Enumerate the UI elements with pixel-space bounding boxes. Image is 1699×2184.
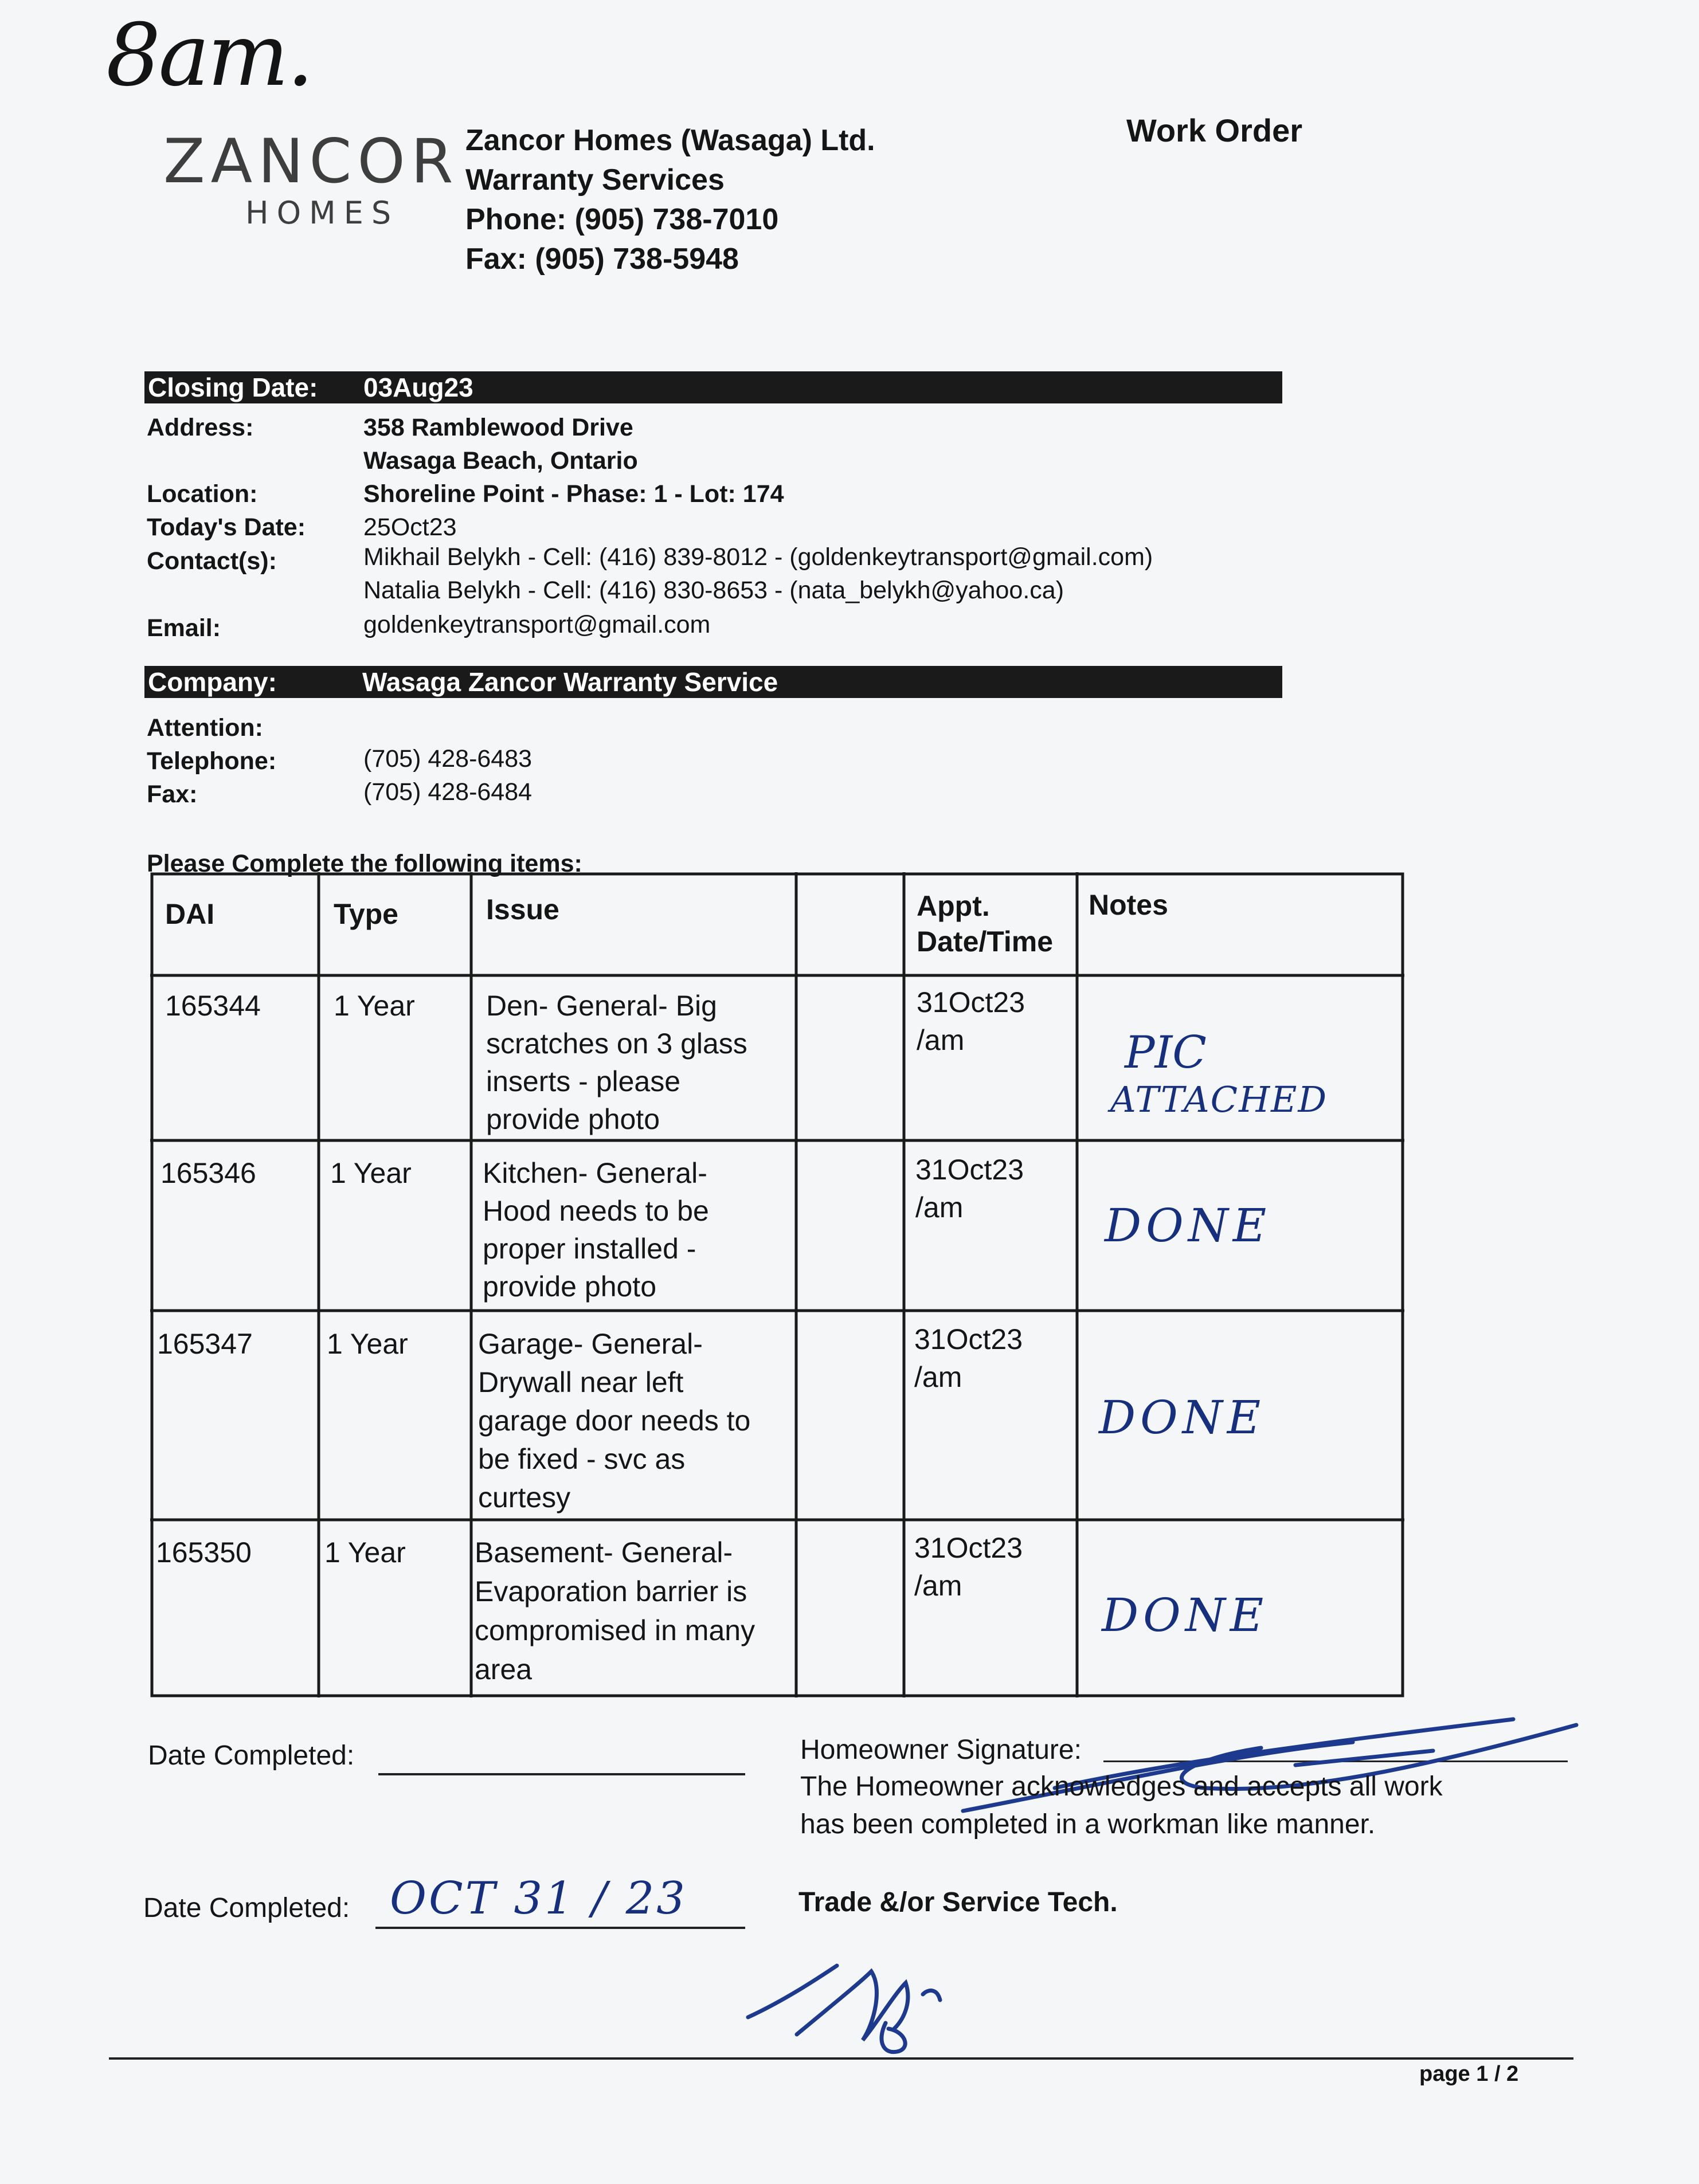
company-dept: Warranty Services — [465, 163, 725, 197]
location-label: Location: — [147, 480, 258, 508]
row4-appt-time: /am — [914, 1570, 962, 1602]
service-company-value: Wasaga Zancor Warranty Service — [362, 667, 778, 697]
row3-issue-line5: curtesy — [478, 1481, 571, 1513]
contacts-label: Contact(s): — [147, 547, 277, 575]
header-notes: Notes — [1089, 889, 1168, 921]
homeowner-signature — [940, 1691, 1588, 1828]
homeowner-signature-label: Homeowner Signature: — [800, 1735, 1082, 1765]
row4-issue-line3: compromised in many — [475, 1614, 755, 1646]
header-type: Type — [334, 898, 398, 930]
zancor-logo-word: ZANCOR — [163, 126, 459, 197]
row2-appt-time: /am — [915, 1191, 964, 1224]
header-appt-2: Date/Time — [917, 926, 1054, 958]
row4-dai: 165350 — [156, 1536, 252, 1569]
address-line1: 358 Ramblewood Drive — [363, 414, 633, 441]
handwritten-time-note: 8am. — [106, 6, 312, 105]
fax-value: (705) 428-6484 — [363, 778, 533, 806]
date-completed-line[interactable] — [378, 1773, 745, 1775]
row2-issue-line2: Hood needs to be — [483, 1195, 709, 1227]
closing-date-bar — [144, 371, 1282, 403]
date-completed2-line[interactable] — [375, 1927, 745, 1929]
footer-rule — [109, 2057, 1573, 2060]
row4-issue-line4: area — [475, 1653, 533, 1685]
email-value: goldenkeytransport@gmail.com — [363, 611, 711, 638]
row3-issue-line4: be fixed - svc as — [478, 1443, 686, 1475]
row1-note-line2: ATTACHED — [1110, 1079, 1328, 1120]
page-number: page 1 / 2 — [1419, 2062, 1519, 2086]
company-name: Zancor Homes (Wasaga) Ltd. — [465, 124, 875, 157]
attention-label: Attention: — [147, 714, 263, 742]
row1-issue-line3: inserts - please — [486, 1065, 681, 1097]
trade-service-tech-label: Trade &/or Service Tech. — [798, 1887, 1118, 1918]
todays-date-value: 25Oct23 — [363, 513, 457, 541]
address-label: Address: — [147, 414, 254, 441]
row1-dai: 165344 — [165, 990, 261, 1022]
service-company-bar — [144, 666, 1282, 698]
closing-date-label: Closing Date: — [148, 373, 318, 402]
row3-type: 1 Year — [327, 1328, 408, 1360]
acknowledgement-line2: has been completed in a workman like manner. — [800, 1809, 1376, 1840]
telephone-label: Telephone: — [147, 747, 277, 775]
date-completed-label: Date Completed: — [148, 1740, 355, 1771]
row2-appt-date: 31Oct23 — [915, 1154, 1024, 1186]
row1-appt-date: 31Oct23 — [917, 986, 1025, 1018]
row1-issue-line2: scratches on 3 glass — [486, 1028, 747, 1060]
work-items-table — [150, 872, 1404, 1697]
todays-date-label: Today's Date: — [147, 513, 306, 541]
telephone-value: (705) 428-6483 — [363, 745, 533, 773]
row4-note: DONE — [1102, 1589, 1269, 1642]
row2-issue-line3: proper installed - — [483, 1233, 696, 1265]
email-label: Email: — [147, 614, 221, 642]
row4-issue-line1: Basement- General- — [475, 1536, 733, 1569]
document-title: Work Order — [1126, 112, 1303, 148]
closing-date-value: 03Aug23 — [363, 373, 473, 402]
row3-issue-line3: garage door needs to — [478, 1405, 751, 1437]
row3-issue-line2: Drywall near left — [478, 1366, 684, 1398]
row2-dai: 165346 — [160, 1157, 256, 1189]
row1-issue-line1: Den- General- Big — [486, 990, 717, 1022]
row1-appt-time: /am — [917, 1024, 965, 1056]
row4-appt-date: 31Oct23 — [914, 1532, 1023, 1564]
date-completed2-label: Date Completed: — [143, 1893, 350, 1923]
row3-appt-date: 31Oct23 — [914, 1323, 1023, 1355]
header-appt-1: Appt. — [917, 890, 990, 922]
row3-appt-time: /am — [914, 1361, 962, 1393]
company-fax: Fax: (905) 738-5948 — [465, 242, 739, 276]
row2-issue-line4: provide photo — [483, 1271, 657, 1303]
contact-line2: Natalia Belykh - Cell: (416) 830-8653 - (nata_belykh@yahoo.ca) — [363, 577, 1064, 604]
row3-dai: 165347 — [157, 1328, 253, 1360]
address-line2: Wasaga Beach, Ontario — [363, 447, 638, 475]
row2-issue-line1: Kitchen- General- — [483, 1157, 707, 1189]
row4-type: 1 Year — [324, 1536, 406, 1569]
contact-line1: Mikhail Belykh - Cell: (416) 839-8012 - (goldenkeytransport@gmail.com) — [363, 543, 1153, 571]
row3-note: DONE — [1099, 1391, 1266, 1444]
row1-type: 1 Year — [334, 990, 415, 1022]
company-phone: Phone: (905) 738-7010 — [465, 203, 779, 236]
fax-label: Fax: — [147, 781, 198, 808]
header-issue: Issue — [486, 893, 559, 926]
service-tech-signature — [739, 1954, 969, 2063]
zancor-logo-sub: HOMES — [245, 195, 400, 231]
row1-issue-line4: provide photo — [486, 1103, 660, 1135]
row3-issue-line1: Garage- General- — [478, 1328, 703, 1360]
row1-note-line1: PIC — [1125, 1027, 1207, 1079]
row4-issue-line2: Evaporation barrier is — [475, 1575, 747, 1607]
acknowledgement-line1: The Homeowner acknowledges and accepts all work — [800, 1771, 1443, 1802]
row2-note: DONE — [1105, 1199, 1271, 1252]
items-title: Please Complete the following items: — [147, 850, 582, 877]
date-completed2-value: OCT 31 / 23 — [390, 1873, 687, 1924]
row2-type: 1 Year — [330, 1157, 412, 1189]
service-company-label: Company: — [148, 667, 277, 697]
header-dai: DAI — [165, 898, 215, 930]
location-value: Shoreline Point - Phase: 1 - Lot: 174 — [363, 480, 784, 508]
